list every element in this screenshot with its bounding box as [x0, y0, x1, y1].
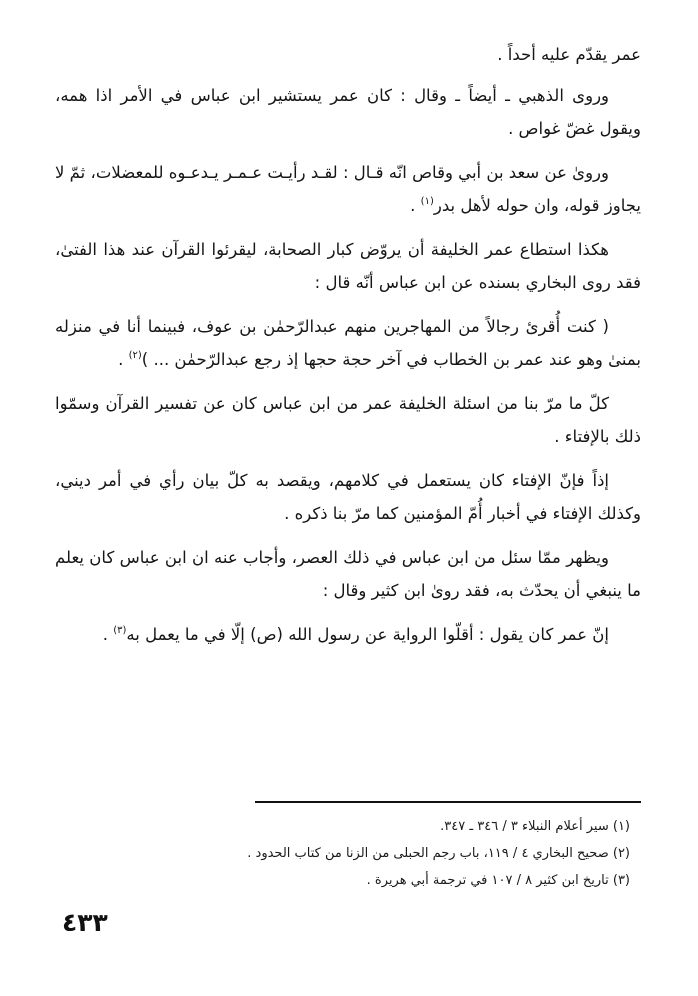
- footnote-marker: (٣): [113, 625, 127, 636]
- paragraph: [55, 233, 641, 299]
- footnote-marker: (١): [420, 196, 434, 207]
- paragraph-text: وروىٰ عن سعد بن أبي وقاص انّه قـال : لقـد رأيـت عـمـر يـدعـوه للمعضلات، ثمّ لا يجاوز قوله، وان حوله لأهل بدر: [55, 163, 641, 215]
- paragraph-text: هكذا استطاع عمر الخليفة أن يروّض كبار الصحابة، ليقرئوا القرآن عند هذا الفتىٰ، فقد روى البخاري بسنده عن ابن عباس أنّه قال :: [55, 240, 641, 292]
- footnote: (١) سير أعلام النبلاء ٣ / ٣٤٦ ـ ٣٤٧.: [440, 819, 630, 834]
- footnote: (٢) صحيح البخاري ٤ / ١١٩، باب رجم الحبلى من الزنا من كتاب الحدود .: [247, 846, 630, 861]
- paragraph: [55, 156, 641, 222]
- paragraph: [55, 387, 641, 453]
- footnote-separator: [255, 801, 641, 803]
- paragraph: [55, 464, 641, 530]
- paragraph-quote: [55, 310, 641, 376]
- paragraph-text: ويظهر ممّا سئل من ابن عباس في ذلك العصر، وأجاب عنه ان ابن عباس كان يعلم ما ينبغي أن يحدّث به، فقد روىٰ ابن كثير وقال :: [55, 548, 641, 600]
- paragraph: [55, 541, 641, 607]
- page-number: ٤٣٣: [62, 908, 108, 937]
- paragraph-text: عمر يقدّم عليه أحداً .: [497, 45, 641, 64]
- footnotes-section: [55, 813, 630, 894]
- paragraph-text: ( كنت أُقرئ رجالاً من المهاجرين منهم عبدالرّحمٰن بن عوف، فبينما أنا في منزله بمنىٰ وهو عند عمر بن الخطاب في آخر حجة حجها إذ رجع عبدالرّحمٰن ... ): [55, 317, 641, 369]
- paragraph-tail: .: [410, 196, 421, 215]
- paragraph-tail: .: [102, 625, 114, 644]
- paragraph-tail: .: [118, 350, 129, 369]
- paragraph-text: وروى الذهبي ـ أيضاً ـ وقال : كان عمر يستشير ابن عباس في الأمر اذا همه، ويقول غضّ غواص .: [55, 86, 641, 138]
- paragraph: [55, 618, 641, 651]
- footnote: (٣) تاريخ ابن كثير ٨ / ١٠٧ في ترجمة أبي هريرة .: [366, 873, 630, 888]
- paragraph: [55, 79, 641, 145]
- paragraph-text: إذاً فإنّ الإفتاء كان يستعمل في كلامهم، ويقصد به كلّ بيان رأي في أمر ديني، وكذلك الإفتاء في أخبار أُمّ المؤمنين كما مرّ بنا ذكره .: [55, 471, 641, 523]
- paragraph: [55, 38, 641, 71]
- paragraph-text: كلّ ما مرّ بنا من اسئلة الخليفة عمر من ابن عباس كان عن تفسير القرآن وسمّوا ذلك بالإفتاء .: [55, 394, 641, 446]
- page-body: [55, 38, 641, 662]
- paragraph-text: إنّ عمر كان يقول : أقلّوا الرواية عن رسول الله (ص) إلّا في ما يعمل به: [126, 625, 609, 644]
- footnote-marker: (٢): [128, 350, 142, 361]
